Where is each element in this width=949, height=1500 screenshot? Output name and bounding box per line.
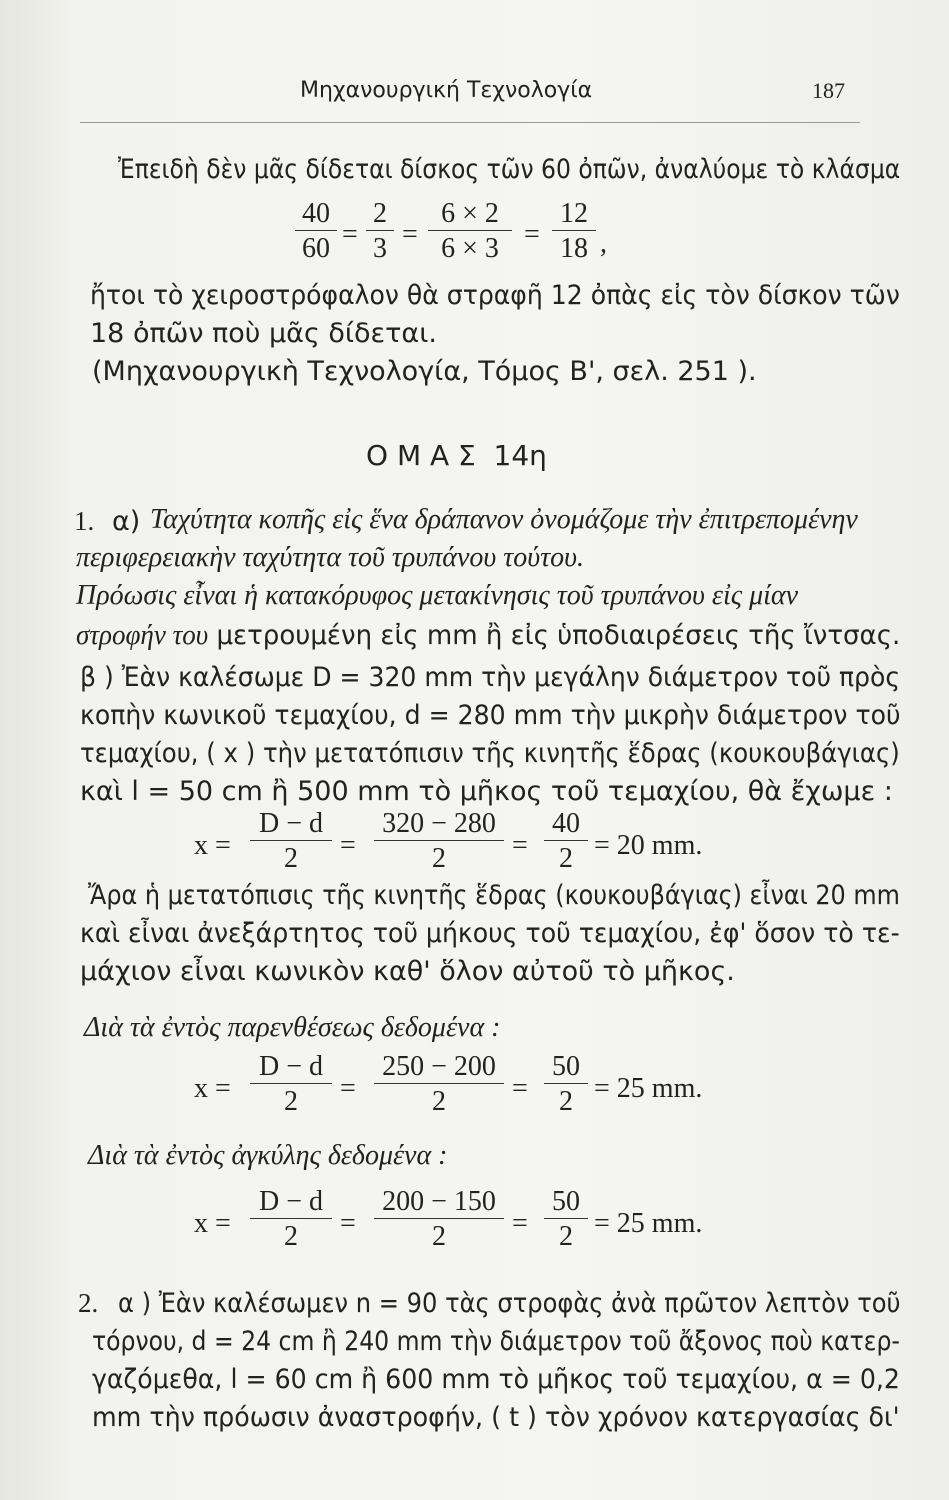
problem-2-number: 2.	[78, 1288, 99, 1318]
problem-1b-line-2: κοπὴν κωνικοῦ τεμαχίου, d = 280 mm τὴν μικρὴν διάμετρον τοῦ	[80, 700, 901, 731]
problem-2-line-1: α ) Ἐὰν καλέσωμεν n = 90 τὰς στροφὰς ἀνὰ πρῶτον λεπτὸν τοῦ	[118, 1288, 901, 1319]
problem-1b-line-3: τεμαχίου, ( x ) τὴν μετατόπισιν τῆς κινητῆς ἕδρας (κουκουβάγιας)	[80, 738, 900, 769]
equals-sign: =	[512, 830, 528, 861]
equation-lhs: x =	[194, 1208, 231, 1239]
italic-text: στροφήν του	[76, 620, 209, 651]
fraction	[374, 810, 504, 873]
denominator: 2	[432, 1086, 446, 1117]
fraction	[544, 1188, 588, 1251]
problem-1a-line-1: Ταχύτητα κοπῆς εἰς ἕνα δράπανον ὀνομάζομε τὴν ἐπιτρεπομένην	[150, 504, 858, 535]
fraction	[295, 200, 337, 263]
problem-1b-line-4: καὶ l = 50 cm ἢ 500 mm τὸ μῆκος τοῦ τεμαχίου, θὰ ἔχωμε :	[80, 776, 893, 807]
problem-1-number: 1.	[74, 506, 95, 536]
equation-result: = 25 mm.	[594, 1073, 703, 1104]
equals-sign: =	[342, 219, 358, 250]
fraction	[250, 1053, 332, 1116]
equation-lhs: x =	[194, 830, 231, 861]
group-title: Ο Μ Α Σ 14η	[366, 439, 547, 472]
problem-1a-line-4	[76, 622, 900, 650]
fraction	[544, 810, 588, 873]
equals-sign: =	[402, 219, 418, 250]
denominator: 2	[284, 1221, 298, 1252]
equation-lhs: x =	[194, 1073, 231, 1104]
intro-line-4: (Μηχανουργικὴ Τεχνολογία, Τόμος Β', σελ. 251 ).	[92, 356, 757, 387]
denominator: 3	[373, 233, 387, 264]
denominator: 18	[560, 233, 588, 264]
intro-line-1: Ἐπειδὴ δὲν μᾶς δίδεται δίσκος τῶν 60 ὀπῶν, ἀναλύομε τὸ κλάσμα	[118, 154, 901, 185]
fraction	[374, 1188, 504, 1251]
problem-1c-line-1: Ἄρα ἡ μετατόπισις τῆς κινητῆς ἕδρας (κουκουβάγιας) εἶναι 20 mm	[88, 880, 900, 911]
numerator: 200 − 150	[382, 1186, 496, 1217]
fraction	[428, 200, 512, 263]
equals-sign: =	[340, 1208, 356, 1239]
running-header: Μηχανουργική Τεχνολογία	[300, 78, 593, 103]
numerator: 50	[552, 1051, 580, 1082]
equals-sign: =	[512, 1208, 528, 1239]
regular-text: μετρουμένη εἰς mm ἢ εἰς ὑποδιαιρέσεις τῆς ἴντσας.	[216, 620, 901, 651]
numerator: 40	[302, 198, 330, 229]
denominator: 2	[284, 1086, 298, 1117]
problem-1a-label: α)	[112, 506, 141, 537]
trailing-comma: ,	[600, 228, 607, 259]
fraction	[544, 1053, 588, 1116]
intro-line-3: 18 ὀπῶν ποὺ μᾶς δίδεται.	[90, 318, 437, 349]
equals-sign: =	[340, 1073, 356, 1104]
equals-sign: =	[340, 830, 356, 861]
numerator: 50	[552, 1186, 580, 1217]
header-rule	[80, 122, 860, 123]
problem-1a-line-3: Πρόωσις εἶναι ἡ κατακόρυφος μετακίνησις τοῦ τρυπάνου εἰς μίαν	[76, 580, 799, 611]
numerator: D − d	[258, 1186, 323, 1217]
numerator: 12	[560, 198, 588, 229]
numerator: 6 × 2	[441, 198, 499, 229]
problem-2-line-2: τόρνου, d = 24 cm ἢ 240 mm τὴν διάμετρον τοῦ ἄξονος ποὺ κατερ-	[92, 1326, 900, 1357]
fraction	[374, 1053, 504, 1116]
denominator: 2	[432, 1221, 446, 1252]
denominator: 2	[559, 1221, 573, 1252]
equals-sign: =	[524, 219, 540, 250]
brace-data-label: Διὰ τὰ ἐντὸς ἀγκύλης δεδομένα :	[88, 1140, 448, 1171]
page-number: 187	[812, 78, 845, 103]
problem-2-line-4: mm τὴν πρόωσιν ἀναστροφήν, ( t ) τὸν χρόνον κατεργασίας δι'	[92, 1402, 900, 1433]
denominator: 2	[559, 843, 573, 874]
intro-line-2: ἤτοι τὸ χειροστρόφαλον θὰ στραφῆ 12 ὀπὰς εἰς τὸν δίσκον τῶν	[90, 280, 900, 311]
fraction	[366, 200, 394, 263]
equals-sign: =	[512, 1073, 528, 1104]
numerator: 2	[373, 198, 387, 229]
fraction	[250, 810, 332, 873]
denominator: 2	[284, 843, 298, 874]
numerator: D − d	[258, 1051, 323, 1082]
denominator: 2	[559, 1086, 573, 1117]
equation-result: = 20 mm.	[594, 830, 703, 861]
fraction	[552, 200, 596, 263]
parenthesis-data-label: Διὰ τὰ ἐντὸς παρενθέσεως δεδομένα :	[84, 1012, 501, 1043]
denominator: 6 × 3	[441, 233, 499, 264]
problem-2-line-3: γαζόμεθα, l = 60 cm ἢ 600 mm τὸ μῆκος τοῦ τεμαχίου, α = 0,2	[92, 1364, 900, 1395]
denominator: 2	[432, 843, 446, 874]
problem-1b-line-1: β ) Ἐὰν καλέσωμε D = 320 mm τὴν μεγάλην διάμετρον τοῦ πρὸς	[80, 662, 901, 693]
problem-1a-line-2: περιφερειακὴν ταχύτητα τοῦ τρυπάνου τούτου.	[76, 542, 584, 573]
fraction	[250, 1188, 332, 1251]
denominator: 60	[302, 233, 330, 264]
numerator: D − d	[258, 808, 323, 839]
numerator: 320 − 280	[382, 808, 496, 839]
problem-1c-line-2: καὶ εἶναι ἀνεξάρτητος τοῦ μήκους τοῦ τεμαχίου, ἐφ' ὅσον τὸ τε-	[80, 918, 900, 949]
numerator: 250 − 200	[382, 1051, 496, 1082]
equation-result: = 25 mm.	[594, 1208, 703, 1239]
problem-1c-line-3: μάχιον εἶναι κωνικὸν καθ' ὅλον αὐτοῦ τὸ μῆκος.	[80, 956, 735, 987]
numerator: 40	[552, 808, 580, 839]
